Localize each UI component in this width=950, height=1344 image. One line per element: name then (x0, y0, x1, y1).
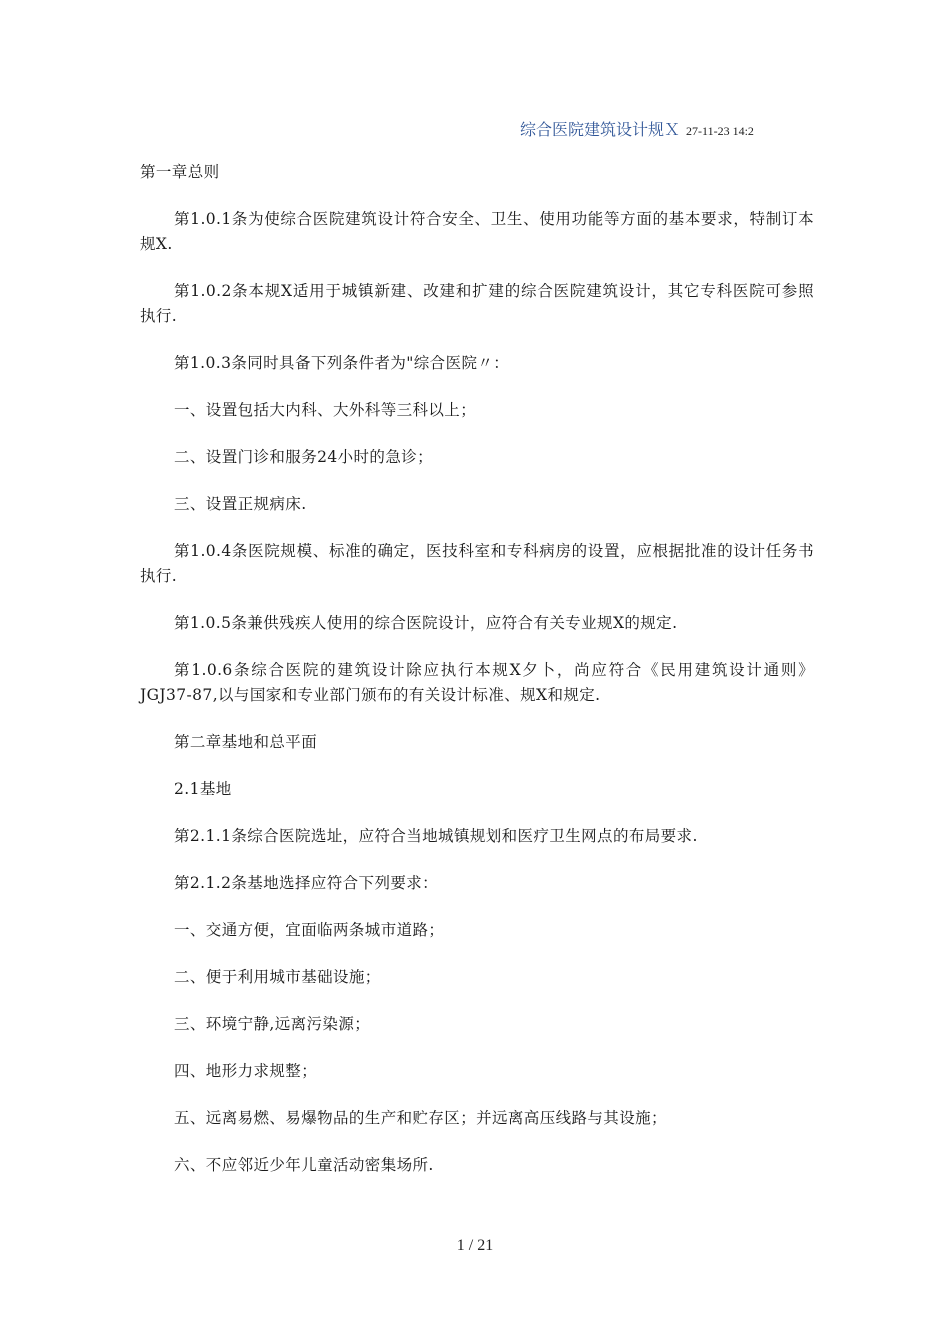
document-paragraph: 一、交通方便，宜面临两条城市道路； (174, 921, 445, 939)
document-date: 27-11-23 14:2 (686, 124, 754, 138)
document-paragraph: 第1.0.2条本规X适用于城镇新建、改建和扩建的综合医院建筑设计，其它专科医院可参照执行. (140, 282, 814, 325)
document-paragraph: 第1.0.4条医院规模、标准的确定，医技科室和专科病房的设置，应根据批准的设计任务书执行. (140, 542, 814, 585)
document-paragraph: 第二章基地和总平面 (174, 733, 318, 751)
document-paragraph: 第2.1.2条基地选择应符合下列要求： (174, 874, 439, 892)
document-paragraph: 三、设置正规病床. (174, 495, 307, 513)
document-paragraph: 一、设置包括大内科、大外科等三科以上； (174, 401, 477, 419)
document-paragraph: 三、环境宁静,远离污染源； (174, 1015, 371, 1033)
document-paragraph: 第1.0.1条为使综合医院建筑设计符合安全、卫生、使用功能等方面的基本要求，特制订本规X. (140, 210, 814, 253)
document-paragraph: 四、地形力求规整； (174, 1062, 318, 1080)
document-title: 综合医院建筑设计规Ｘ (520, 120, 681, 139)
chapter-heading: 第一章总则 (140, 163, 220, 181)
document-paragraph: 二、便于利用城市基础设施； (174, 968, 381, 986)
document-paragraph: 六、不应邻近少年儿童活动密集场所. (174, 1156, 434, 1174)
document-paragraph: 第1.0.6条综合医院的建筑设计除应执行本规X夕卜，尚应符合《民用建筑设计通则》JGJ37-87,以与国家和专业部门颁布的有关设计标准、规X和规定. (140, 661, 814, 704)
page-header (520, 117, 754, 140)
document-paragraph: 第1.0.5条兼供残疾人使用的综合医院设计，应符合有关专业规X的规定. (174, 614, 678, 632)
document-paragraph: 2.1基地 (174, 780, 232, 798)
document-paragraph: 第1.0.3条同时具备下列条件者为"综合医院〃： (174, 354, 510, 372)
document-paragraph: 第2.1.1条综合医院选址，应符合当地城镇规划和医疗卫生网点的布局要求. (174, 827, 698, 845)
document-paragraph: 五、远离易燃、易爆物品的生产和贮存区；并远离高压线路与其设施； (174, 1109, 667, 1127)
document-body (140, 160, 814, 1200)
page-number: 1 / 21 (456, 1237, 494, 1254)
document-paragraph: 二、设置门诊和服务24小时的急诊； (174, 448, 434, 466)
